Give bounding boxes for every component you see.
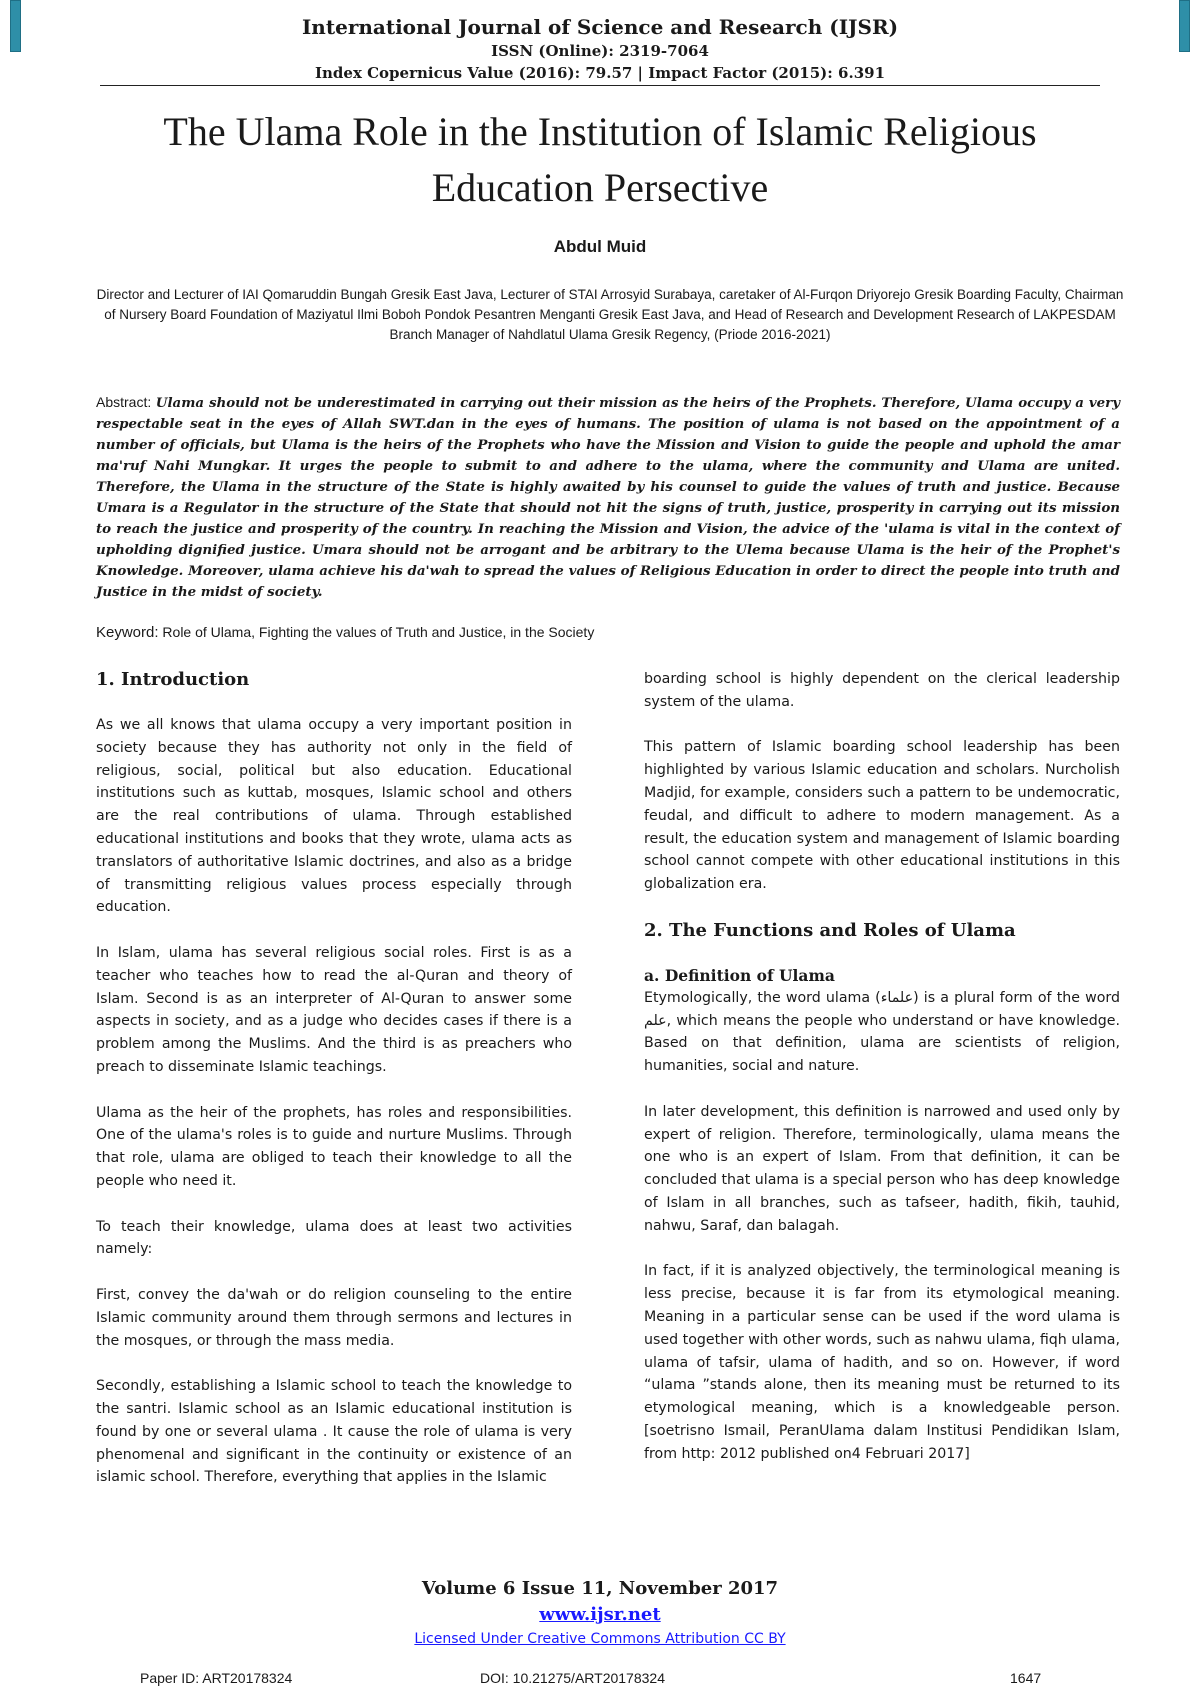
paragraph: To teach their knowledge, ulama does at least two activities namely:	[96, 1218, 572, 1258]
page-number: 1647	[1010, 1670, 1042, 1686]
keywords-label: Keyword:	[96, 624, 159, 641]
journal-index: Index Copernicus Value (2016): 79.57 | Impact Factor (2015): 6.391	[314, 64, 886, 82]
paper-title: The Ulama Role in the Institution of Islamic Religious Education Persective	[163, 109, 1037, 210]
keywords	[96, 624, 1120, 641]
paragraph: boarding school is highly dependent on the clerical leadership system of the ulama.	[644, 671, 1120, 710]
paragraph: In Islam, ulama has several religious social roles. First is as a teacher who teaches how to read the al-Quran and theory of Islam. Second is as an interpreter of Al-Quran to answer some aspects in society, and as a judge who decides cases if there is a problem among the Muslims. And the third is as preachers who preach to disseminate Islamic teachings.	[96, 944, 572, 1075]
paragraph: In fact, if it is analyzed objectively, the terminological meaning is less precise, because it is far from its etymological meaning. Meaning in a particular sense can be used if the word ulama is used together with other words, such as nahwu ulama, fiqh ulama, ulama of tafsir, ulama of hadith, and so on. However, if word “ulama ”stands alone, then its meaning must be returned to its etymological meaning, which is a knowledgeable person. [soetrisno Ismail, PeranUlama dalam Institusi Pendidikan Islam, from http: 2012 published on4 Februari 2017]	[644, 1263, 1120, 1462]
paragraph: Secondly, establishing a Islamic school to teach the knowledge to the santri. Islamic school as an Islamic educational institution is found by one or several ulama . It cause the role of ulama is very phenomenal and significant in the continuity or existence of an islamic school. Therefore, everything that applies in the Islamic	[96, 1378, 572, 1486]
journal-issn: ISSN (Online): 2319-7064	[491, 42, 709, 60]
paragraph: Etymologically, the word ulama (علماء) is a plural form of the word علم, which means the people who understand or have knowledge. Based on that definition, ulama are scientists of religion, humanities, social and nature.	[644, 989, 1121, 1075]
paragraph: First, convey the da'wah or do religion counseling to the entire Islamic community around them through sermons and lectures in the mosques, or through the mass media.	[96, 1286, 572, 1349]
abstract	[96, 392, 1120, 603]
keywords-text: Role of Ulama, Fighting the values of Truth and Justice, in the Society	[162, 624, 595, 640]
paper-id: Paper ID: ART20178324	[140, 1670, 293, 1686]
author-affiliation: Director and Lecturer of IAI Qomaruddin Bungah Gresik East Java, Lecturer of STAI Arrosyid Surabaya, caretaker of Al-Furqon Driyorejo Gresik Boarding Faculty, Chairman of Nursery Board Foundation of Maziyatul Ilmi Boboh Pondok Pesantren Menganti Gresik East Java, and Head of Research and Development Research of LAKPESDAM Branch Manager of Nahdlatul Ulama Gresik Regency, (Priode 2016-2021)	[96, 287, 1124, 342]
section-heading-functions: 2. The Functions and Roles of Ulama	[644, 919, 1016, 941]
license-link[interactable]: Licensed Under Creative Commons Attribution CC BY	[414, 1631, 786, 1647]
paragraph: This pattern of Islamic boarding school leadership has been highlighted by various Islamic education and scholars. Nurcholish Madjid, for example, considers such a pattern to be undemocratic, feudal, and difficult to adhere to modern management. As a result, the education system and management of Islamic boarding school cannot compete with other educational institutions in this globalization era.	[644, 739, 1120, 893]
paragraph: Ulama as the heir of the prophets, has roles and responsibilities. One of the ulama's roles is to guide and nurture Muslims. Through that role, ulama are obliged to teach their knowledge to all the people who need it.	[96, 1104, 572, 1189]
abstract-text: Ulama should not be underestimated in carrying out their mission as the heirs of the Prophets. Therefore, Ulama occupy a very respectable seat in the eyes of Allah SWT.dan in the eyes of humans. The position of ulama is not based on the appointment of a number of officials, but Ulama is the heirs of the Prophets who have the Mission and Vision to guide the people and uphold the amar ma'ruf Nahi Mungkar. It urges the people to submit to and adhere to the ulama, where the community and Ulama are united. Therefore, the Ulama in the structure of the State is highly awaited by his counsel to guide the values of truth and justice. Because Umara is a Regulator in the structure of the State that should not hit the signs of truth, justice, prosperity in carrying out its mission to reach the justice and prosperity of the country. In reaching the Mission and Vision, the advice of the 'ulama is vital in the context of upholding dignified justice. Umara should not be arrogant and be arbitrary to the Ulema because Ulama is the heir of the Prophet's Knowledge. Moreover, ulama achieve his da'wah to spread the values of Religious Education in order to direct the people into truth and Justice in the midst of society.	[96, 395, 1120, 600]
abstract-label: Abstract:	[96, 394, 152, 410]
paper-author: Abdul Muid	[553, 237, 647, 256]
footer-volume: Volume 6 Issue 11, November 2017	[421, 1578, 779, 1599]
paragraph: As we all knows that ulama occupy a very important position in society because they has authority not only in the field of religious, social, political but also education. Educational institutions such as kuttab, mosques, Islamic school and others are the real contributions of ulama. Through established educational institutions and books that they wrote, ulama acts as translators of authoritative Islamic doctrines, and also as a bridge of transmitting religious values process especially through education.	[96, 717, 572, 916]
page-footer	[0, 1576, 1200, 1650]
journal-website-link[interactable]: www.ijsr.net	[539, 1604, 661, 1625]
right-column	[644, 668, 1120, 1488]
subsection-heading-definition: a. Definition of Ulama	[644, 965, 835, 985]
header-rule	[100, 85, 1100, 86]
journal-name: International Journal of Science and Research (IJSR)	[301, 15, 899, 39]
doi: DOI: 10.21275/ART20178324	[480, 1670, 665, 1686]
paragraph: In later development, this definition is narrowed and used only by expert of religion. Therefore, terminologically, ulama means the one who is an expert of Islam. From that definition, it can be concluded that ulama is a special person who has deep knowledge of Islam in all branches, such as tafseer, hadith, fikih, tauhid, nahwu, Saraf, dan balagah.	[644, 1103, 1120, 1234]
section-heading-introduction: 1. Introduction	[96, 669, 250, 690]
left-column	[96, 660, 572, 1512]
journal-header	[0, 14, 1200, 84]
